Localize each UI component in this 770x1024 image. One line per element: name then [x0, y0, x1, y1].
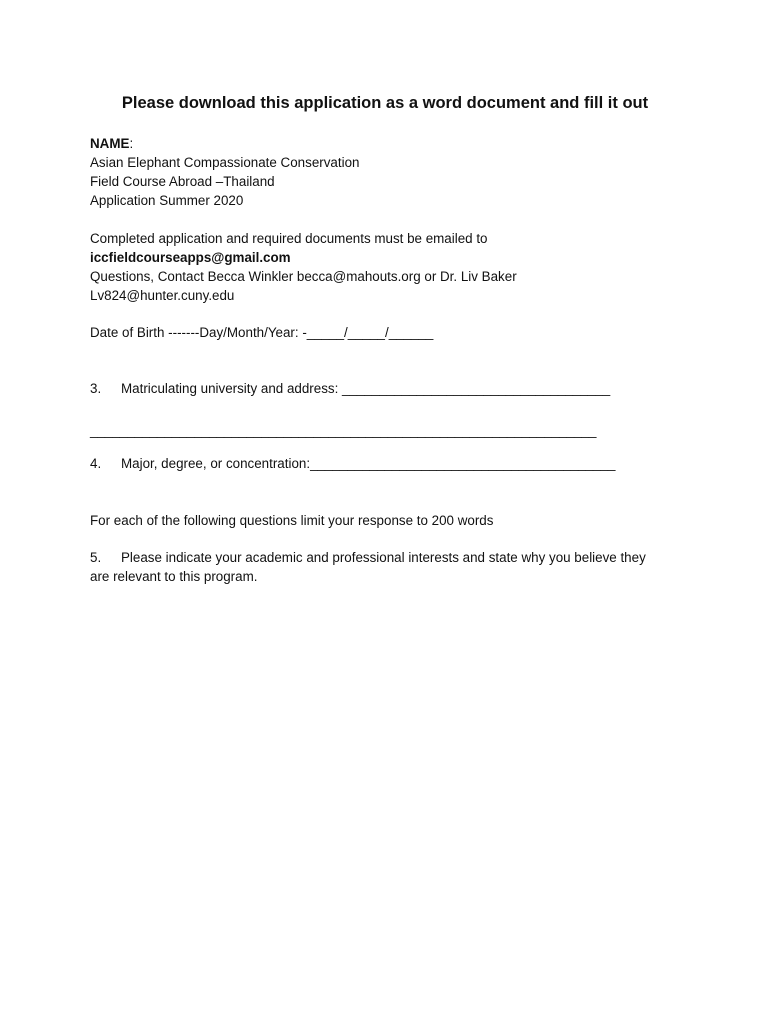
- name-label: NAME: [90, 136, 130, 151]
- program-line-1: Asian Elephant Compassionate Conservation: [90, 155, 360, 170]
- dob-field: [90, 323, 690, 342]
- program-line-2: Field Course Abroad –Thailand: [90, 174, 275, 189]
- program-line-3: Application Summer 2020: [90, 193, 244, 208]
- limit-text: For each of the following questions limit your response to 200 words: [90, 513, 494, 528]
- page-title: Please download this application as a word document and fill it out: [121, 94, 649, 112]
- name-field-label: [90, 134, 690, 153]
- q5-number: 5.: [90, 550, 102, 565]
- question-3: [90, 379, 690, 398]
- dob-text: Date of Birth -------Day/Month/Year: -_____/_____/______: [90, 325, 434, 340]
- q3-number: 3.: [90, 381, 102, 396]
- q5-text-continued: are relevant to this program.: [90, 569, 258, 584]
- q3-text: Matriculating university and address: ____________________________________: [121, 381, 611, 396]
- question-3-continuation: [90, 421, 690, 440]
- q4-text: Major, degree, or concentration:_________________________________________: [121, 456, 616, 471]
- question-4: [90, 454, 690, 473]
- program-info-block: [90, 134, 690, 210]
- question-5: [90, 548, 690, 586]
- questions-contact: Questions, Contact Becca Winkler becca@mahouts.org or Dr. Liv Baker: [90, 269, 517, 284]
- submit-instructions: Completed application and required documents must be emailed to: [90, 231, 488, 246]
- name-colon: :: [129, 136, 134, 151]
- questions-email-link[interactable]: Lv824@hunter.cuny.edu: [90, 288, 235, 303]
- submit-email-link[interactable]: iccfieldcourseapps@gmail.com: [90, 250, 291, 265]
- q4-number: 4.: [90, 456, 102, 471]
- contact-block: [90, 229, 690, 305]
- q3-blank-line: ____________________________________________________________________: [90, 423, 597, 438]
- q5-text: Please indicate your academic and professional interests and state why you believe they: [121, 550, 646, 565]
- word-limit-note: [90, 511, 690, 530]
